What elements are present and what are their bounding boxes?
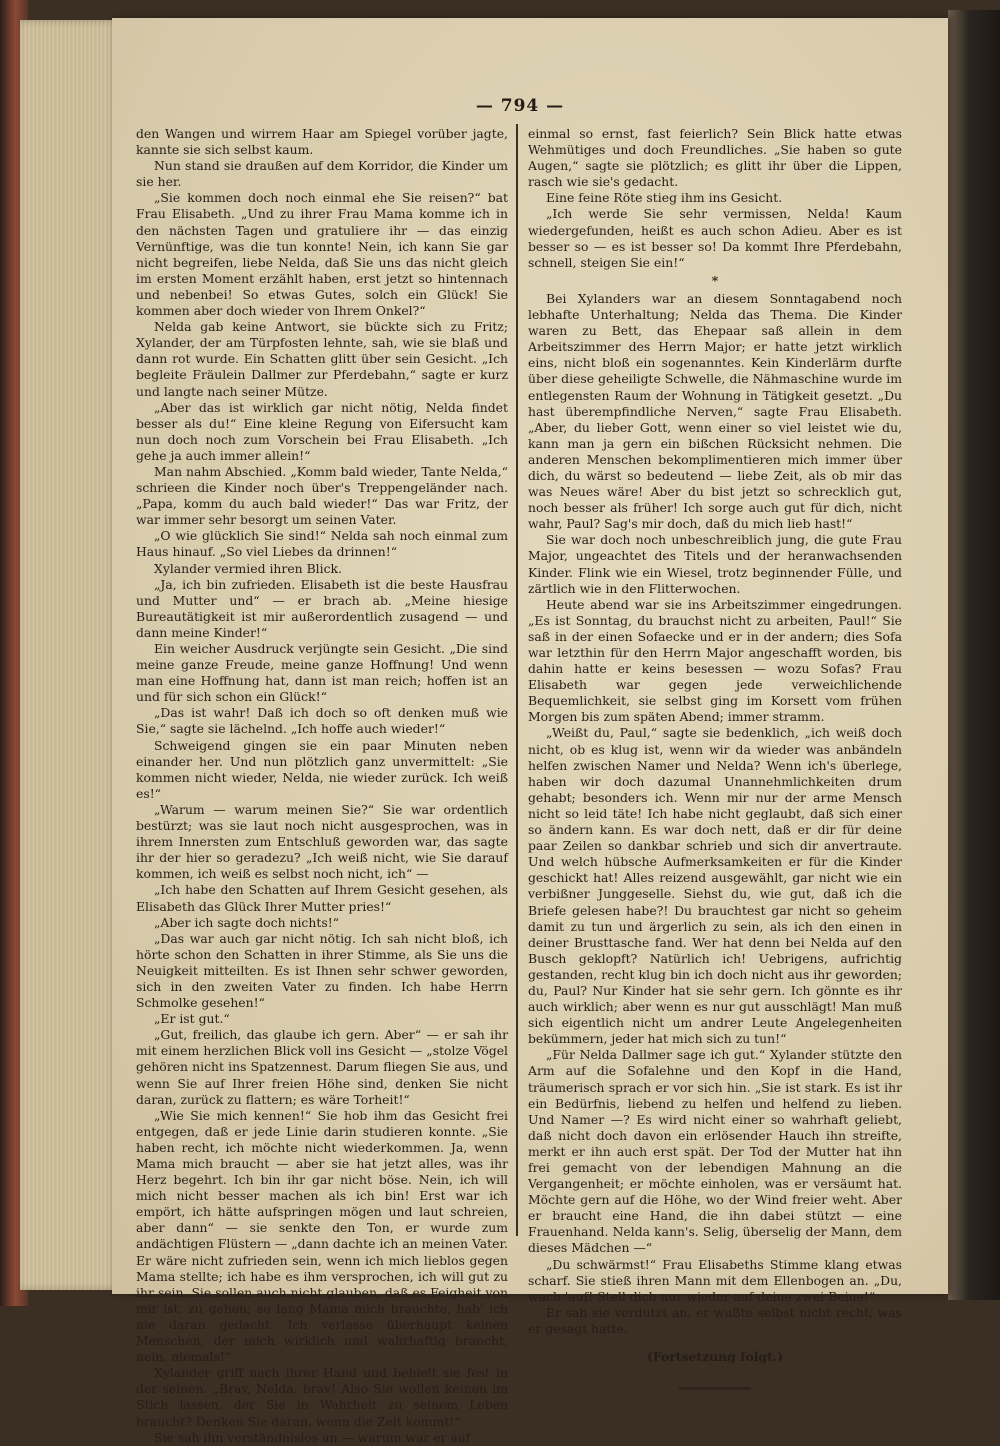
paragraph: „Aber ich sagte doch nichts!“ (154, 914, 340, 930)
paragraph: „Ich habe den Schatten auf Ihrem Gesicht gesehen, als Elisabeth das Glück Ihrer Mutter pries!“ (136, 882, 508, 914)
left-column (136, 126, 508, 1446)
continuation-note: (Fortsetzung folgt.) (647, 1349, 783, 1365)
paragraph: „Ja, ich bin zufrieden. Elisabeth ist die beste Hausfrau und Mutter und“ — er brach ab. „Meine hiesige Bureautätigkeit ist mir außerordentlich zusagend — und dann meine Kinder!“ (136, 576, 508, 640)
paragraph: Sie sah ihn verständnislos an — warum war er auf (154, 1429, 471, 1445)
paragraph: Xylander griff nach ihrer Hand und behielt sie fest in der seinen. „Brav, Nelda, brav! Also Sie wollen keinen im Stich lassen, der Sie in Wahrheit zu seinem Leben braucht? Denken Sie daran, wenn die Zeit kommt!“ (136, 1365, 508, 1429)
paragraph: Ein weicher Ausdruck verjüngte sein Gesicht. „Die sind meine ganze Freude, meine ganze Hoffnung! Und wenn man eine Hoffnung hat, dann ist man reich; hoffen ist an und für sich schon ein Glück!“ (136, 641, 508, 705)
paragraph: „O wie glücklich Sie sind!“ Nelda sah noch einmal zum Haus hinauf. „So viel Liebes da drinnen!“ (136, 528, 508, 560)
right-page-edge (948, 10, 1000, 1300)
paragraph: Schweigend gingen sie ein paar Minuten neben einander her. Und nun plötzlich ganz unvermittelt: „Sie kommen nicht wieder, Nelda, nie wieder zurück. Ich weiß es!“ (136, 737, 508, 801)
section-break-asterisk: * (711, 272, 719, 288)
paragraph: „Wie Sie mich kennen!“ Sie hob ihm das Gesicht frei entgegen, daß er jede Linie darin studieren konnte. „Sie haben recht, ich möchte nicht wiederkommen. Ja, wenn Mama mich braucht — aber sie hat jetzt alles, was ihr Herz begehrt. Ich bin ihr gar nicht böse. Nein, ich will mich nicht besser machen als ich bin! Erst war ich empört, ich hätte aufspringen mögen und laut schreien, aber dann“ — sie senkte den Ton, er wurde zum andächtigen Flüstern — „dann dachte ich an meinen Vater. Er wäre nicht zufrieden sein, wenn ich mich lieblos gegen Mama stellte; ich habe es ihm versprochen, ich will gut zu ihr sein. Sie sollen auch nicht glauben, daß es Feigheit von mir ist, zu gehen; so lang Mama mich brauchte, hab' ich nie daran gedacht. Ich verlasse überhaupt keinen Menschen, der mich wirklich und wahrhaftig braucht, nein, niemals!“ (136, 1107, 508, 1365)
paragraph: „Das war auch gar nicht nötig. Ich sah nicht bloß, ich hörte schon den Schatten in ihrer Stimme, als Sie uns die Neuigkeit mitteilten. Es ist Ihnen sehr schwer geworden, sich in den zweiten Vater zu finden. Ich habe Herrn Schmolke gesehen!“ (136, 930, 508, 1011)
paragraph: einmal so ernst, fast feierlich? Sein Blick hatte etwas Wehmütiges und doch Freundliches. „Sie haben so gute Augen,“ sagte sie plötzlich; es glitt ihr über die Lippen, rasch wie sie's gedacht. (528, 126, 902, 190)
paragraph: Nelda gab keine Antwort, sie bückte sich zu Fritz; Xylander, der am Türpfosten lehnte, sah, wie sie blaß und dann rot wurde. Ein Schatten glitt über sein Gesicht. „Ich begleite Fräulein Dallmer zur Pferdebahn,“ sagte er kurz und langte nach seiner Mütze. (136, 319, 508, 399)
paragraph: Bei Xylanders war an diesem Sonntagabend noch lebhafte Unterhaltung; Nelda das Thema. Die Kinder waren zu Bett, das Ehepaar saß allein in dem Arbeitszimmer des Herrn Major; er hatte jetzt wirklich eins, nicht bloß ein sogenanntes. Kein Kinderlärm durfte über diese geheiligte Schwelle, die Nähmaschine wurde im entlegensten Raum der Wohnung in Tätigkeit gesetzt. „Du hast überempfindliche Nerven,“ sagte Frau Elisabeth. „Aber, du lieber Gott, wenn einer so viel leistet wie du, kann man ja gern ein bißchen Rücksicht nehmen. Die anderen Menschen bekomplimentieren mich immer über dich, du wärst so bedeutend — liebe Zeit, als ob mir das was Neues wäre! Aber du bist jetzt so schrecklich gut, noch besser als früher! Ich sorge auch gut für dich, nicht wahr, Paul? Sag's mir doch, daß du mich lieb hast!“ (528, 290, 902, 532)
page-number: — 794 — (475, 96, 565, 116)
paragraph: Heute abend war sie ins Arbeitszimmer eingedrungen. „Es ist Sonntag, du brauchst nicht zu arbeiten, Paul!“ Sie saß in der einen Sofaecke und er in der andern; dies Sofa war letzthin für den Herrn Major angeschafft worden, bis dahin hatte er keins besessen — wozu Sofas? Frau Elisabeth war gegen jede verweichlichende Bequemlichkeit, sie selbst ging im Korsett vom frühen Morgen bis zum späten Abend; immer stramm. (528, 596, 902, 725)
right-column (528, 126, 902, 1390)
paragraph: den Wangen und wirrem Haar am Spiegel vorüber jagte, kannte sie sich selbst kaum. (136, 126, 508, 158)
paragraph: „Gut, freilich, das glaube ich gern. Aber“ — er sah ihr mit einem herzlichen Blick voll ins Gesicht — „stolze Vögel gehören nicht ins Spatzennest. Darum fliegen Sie aus, und wenn Sie auf Ihrer freien Höhe sind, denken Sie nicht daran, zurück zu flattern; es wäre Torheit!“ (136, 1027, 508, 1107)
paragraph: „Aber das ist wirklich gar nicht nötig, Nelda findet besser als du!“ Eine kleine Regung von Eifersucht kam nun doch noch zum Vorschein bei Frau Elisabeth. „Ich gehe ja auch immer allein!“ (136, 399, 508, 463)
paragraph: Sie war doch noch unbeschreiblich jung, die gute Frau Major, ungeachtet des Titels und der heranwachsenden Kinder. Flink wie ein Wiesel, trotz beginnender Fülle, und zärtlich wie in den Flitterwochen. (528, 532, 902, 596)
paragraph: „Das ist wahr! Daß ich doch so oft denken muß wie Sie,“ sagte sie lächelnd. „Ich hoffe auch wieder!“ (136, 705, 508, 737)
paragraph: „Warum — warum meinen Sie?“ Sie war ordentlich bestürzt; was sie laut noch nicht ausgesprochen, was in ihrem Innersten zum Entschluß geworden war, das sagte ihr der hier so geradezu? „Ich weiß nicht, wie Sie darauf kommen, ich weiß es selbst noch nicht, ich“ — (136, 801, 508, 882)
paragraph: „Für Nelda Dallmer sage ich gut.“ Xylander stützte den Arm auf die Sofalehne und den Kopf in die Hand, träumerisch sprach er vor sich hin. „Sie ist stark. Es ist ihr ein Bedürfnis, liebend zu helfen und helfend zu lieben. Und Namer —? Es wird nicht einer so wahrhaft geliebt, daß nicht doch davon ein erlösender Hauch ihn streifte, merkt er ihn auch erst spät. Der Tod der Mutter hat ihn frei gemacht von der lebendigen Mahnung an die Vergangenheit; er möchte einholen, was er versäumt hat. Möchte gern auf die Höhe, wo der Wind freier weht. Aber er braucht eine Hand, die ihn dabei stützt — eine Frauenhand. Nelda kann's. Selig, überselig der Mann, dem dieses Mädchen —“ (528, 1047, 902, 1256)
paragraph: Nun stand sie draußen auf dem Korridor, die Kinder um sie her. (136, 158, 508, 190)
paragraph: Er sah sie verdutzt an, er wußte selbst nicht recht, was er gesagt hatte. (528, 1304, 902, 1336)
paragraph: „Weißt du, Paul,“ sagte sie bedenklich, „ich weiß doch nicht, ob es klug ist, wenn wir da wieder was anbändeln helfen zwischen Namer und Nelda? Wenn ich's überlege, haben wir doch dazumal Unannehmlichkeiten drum gehabt; besonders ich. Wenn mir nur der arme Mensch nicht so leid täte! Ich habe nicht geglaubt, daß sich einer so ändern kann. Es war doch nett, daß er dir für deine paar Zeilen so dankbar schrieb und sich dir anvertraute. Und welch hübsche Aufmerksamkeiten er für die Kinder geschickt hat! Alles reizend ausgewählt, gar nicht wie ein verbißner Junggeselle. Siehst du, wie gut, daß ich die Briefe gelesen habe?! Du brauchtest gar nicht so geheim damit zu tun und ärgerlich zu sein, als ich den einen in deiner Brusttasche fand. Wer hat denn bei Nelda auf den Busch geklopft? Natürlich ich! Uebrigens, aufrichtig gestanden, recht klug bin ich doch nicht aus ihr geworden; du, Paul? Nur Kinder hat sie sehr gern. Ich gönnte es ihr auch wirklich; aber wenn es nur gut ausschlägt! Man muß sich eigentlich nicht um andrer Leute Angelegenheiten bekümmern, jeder hat mich sich zu tun!“ (528, 725, 902, 1047)
paragraph: Eine feine Röte stieg ihm ins Gesicht. (546, 190, 783, 206)
paragraph: „Du schwärmst!“ Frau Elisabeths Stimme klang etwas scharf. Sie stieß ihren Mann mit dem Ellenbogen an. „Du, wach 'auf! Stell dich nur wieder auf deine zwei Beine!“ (528, 1256, 902, 1304)
paragraph: „Er ist gut.“ (154, 1011, 230, 1027)
paragraph: Man nahm Abschied. „Komm bald wieder, Tante Nelda,“ schrieen die Kinder noch über's Treppengeländer nach. „Papa, komm du auch bald wieder!“ Das war Fritz, der war immer sehr besorgt um seinen Vater. (136, 463, 508, 528)
paragraph: Xylander vermied ihren Blick. (154, 560, 342, 576)
paragraph: „Ich werde Sie sehr vermissen, Nelda! Kaum wiedergefunden, heißt es auch schon Adieu. Aber es ist besser so — es ist besser so! Da kommt Ihre Pferdebahn, schnell, steigen Sie ein!“ (528, 206, 902, 270)
paragraph: „Sie kommen doch noch einmal ehe Sie reisen?“ bat Frau Elisabeth. „Und zu ihrer Frau Mama komme ich in den nächsten Tagen und gratuliere ihr — das einzig Vernünftige, was die tun konnte! Nein, ich kann Sie gar nicht begreifen, liebe Nelda, daß Sie uns das nicht gleich im ersten Moment erzählt haben, erst jetzt so hintennach und nebenbei! So etwas Gutes, solch ein Glück! Sie kommen aber doch wieder von Ihrem Onkel?“ (136, 190, 508, 319)
end-rule (679, 1387, 751, 1390)
column-divider (516, 124, 518, 1236)
